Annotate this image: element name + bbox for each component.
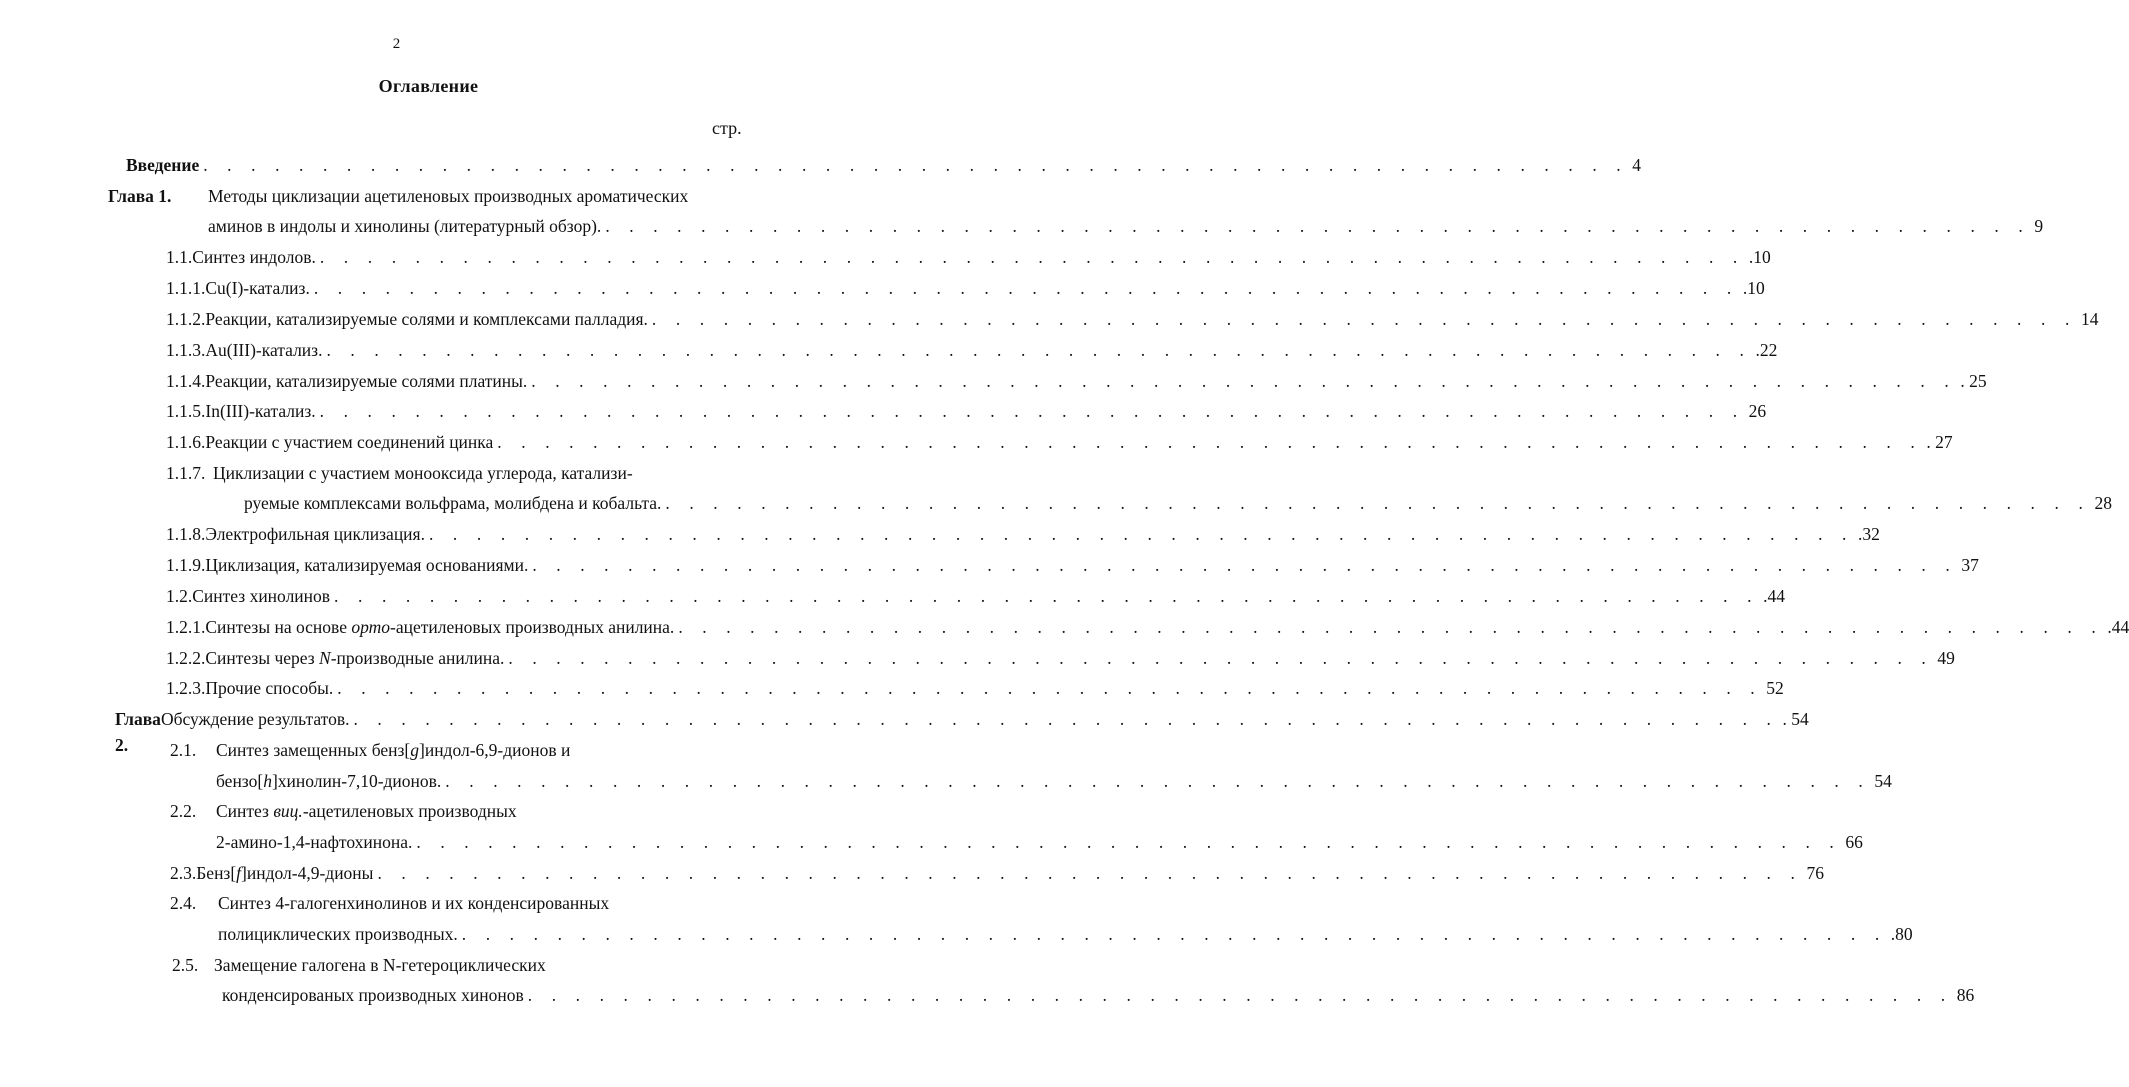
toc-entry-title: Методы циклизации ацетиленовых производных ароматических — [208, 186, 689, 206]
toc-leader-dots: . . . . . . . . . . . . . . . . . . . . . . . . . . . . . . . . . . . . . . . . . . . . . . . . . . . . . . . . . . . . — [497, 432, 1923, 452]
toc-entry-title: Синтез виц.-ацетиленовых производных — [216, 801, 517, 821]
toc-entry-page: 66 — [1845, 832, 1863, 852]
toc-entry-title: In(III)-катализ. — [205, 401, 316, 421]
toc-entry-title: Замещение галогена в N-гетероциклических — [214, 955, 546, 975]
toc-entry-2-4-cont[interactable] — [218, 921, 1913, 947]
toc-entry-page: .44 — [1763, 586, 1785, 606]
toc-entry-1-2-2[interactable] — [166, 645, 1955, 671]
toc-entry-page: 54 — [1874, 771, 1892, 791]
toc-entry-title: Реакции, катализируемые солями и комплексами палладия. — [205, 309, 648, 329]
toc-entry-title: конденсированых производных хинонов — [222, 985, 524, 1005]
toc-entry-title: Реакции с участием соединений цинка — [205, 432, 494, 452]
toc-entry-title: Обсуждение результатов. — [160, 709, 350, 729]
toc-entry-title: Синтез замещенных бенз[g]индол-6,9-дионов и — [216, 740, 571, 760]
toc-entry-2-4[interactable] — [170, 890, 751, 916]
toc-leader-dots: . . . . . . . . . . . . . . . . . . . . . . . . . . . . . . . . . . . . . . . . . . . . . . . . . . . . . . . . . . . . — [377, 863, 1803, 883]
toc-entry-1-1-5[interactable] — [166, 398, 1767, 424]
toc-leader-dots: . . . . . . . . . . . . . . . . . . . . . . . . . . . . . . . . . . . . . . . . . . . . . . . . . . . . . . . . . . . . — [678, 617, 2104, 637]
toc-entry-chapter-1[interactable] — [108, 183, 751, 209]
toc-entry-2-5-cont[interactable] — [222, 982, 1975, 1008]
toc-entry-number: 1.1.4. — [166, 371, 206, 391]
toc-entry-1-1-7[interactable] — [166, 460, 751, 486]
toc-entry-number: 1.1.8. — [166, 524, 206, 544]
toc-entry-page: 37 — [1961, 555, 1979, 575]
toc-entry-1-1-2[interactable] — [166, 306, 2099, 332]
toc-entry-number: 2.1. — [170, 740, 197, 760]
toc-entry-1-1-6[interactable] — [166, 429, 1953, 455]
toc-entry-intro[interactable] — [126, 152, 1641, 178]
toc-entry-page: . 25 — [1960, 371, 1987, 391]
toc-entry-number: Глава 2. — [115, 709, 161, 755]
toc-entry-title: Циклизации с участием монооксида углерода, катализи- — [213, 463, 633, 483]
toc-entry-title: Синтез 4-галогенхинолинов и их конденсированных — [218, 893, 610, 913]
toc-entry-page: 26 — [1748, 401, 1767, 421]
toc-entry-page: . 54 — [1782, 709, 1809, 729]
toc-entry-title: Cu(I)-катализ. — [205, 278, 310, 298]
toc-leader-dots: . . . . . . . . . . . . . . . . . . . . . . . . . . . . . . . . . . . . . . . . . . . . . . . . . . . . . . . . . . . . — [605, 216, 2031, 236]
toc-entry-title: бензо[h]хинолин-7,10-дионов. — [216, 771, 442, 791]
toc-entry-number: 1.2.2. — [166, 648, 206, 668]
toc-entry-1-2[interactable] — [166, 583, 1785, 609]
toc-leader-dots: . . . . . . . . . . . . . . . . . . . . . . . . . . . . . . . . . . . . . . . . . . . . . . . . . . . . . . . . . . . . — [428, 524, 1855, 544]
toc-leader-dots: . . . . . . . . . . . . . . . . . . . . . . . . . . . . . . . . . . . . . . . . . . . . . . . . . . . . . . . . . . . . — [319, 401, 1745, 421]
toc-entry-page: 14 — [2080, 309, 2099, 329]
toc-leader-dots: . . . . . . . . . . . . . . . . . . . . . . . . . . . . . . . . . . . . . . . . . . . . . . . . . . . . . . . . . . . . — [651, 309, 2077, 329]
toc-leader-dots: . . . . . . . . . . . . . . . . . . . . . . . . . . . . . . . . . . . . . . . . . . . . . . . . . . . . . . . . . . . . — [337, 678, 1763, 698]
toc-entry-number: 1.1.7. — [166, 463, 206, 483]
toc-entry-title: аминов в индолы и хинолины (литературный обзор). — [208, 216, 602, 236]
toc-entry-number: 1.2.1. — [166, 617, 206, 637]
toc-entry-1-1-9[interactable] — [166, 552, 1979, 578]
toc-entry-page: .80 — [1890, 924, 1913, 944]
toc-entry-number: 1.1. — [166, 247, 193, 267]
toc-entry-number: Глава 1. — [108, 186, 172, 206]
toc-entry-page: 52 — [1766, 678, 1784, 698]
toc-entry-number: 2.5. — [172, 955, 199, 975]
toc-entry-number: 1.2. — [166, 586, 193, 606]
toc-leader-dots: . . . . . . . . . . . . . . . . . . . . . . . . . . . . . . . . . . . . . . . . . . . . . . . . . . . . . . . . . . . . — [445, 771, 1871, 791]
toc-entry-page: 49 — [1937, 648, 1955, 668]
toc-entry-page: . 27 — [1926, 432, 1953, 452]
toc-leader-dots: . . . . . . . . . . . . . . . . . . . . . . . . . . . . . . . . . . . . . . . . . . . . . . . . . . . . . . . . . . . . — [416, 832, 1842, 852]
toc-leader-dots: . . . . . . . . . . . . . . . . . . . . . . . . . . . . . . . . . . . . . . . . . . . . . . . . . . . . . . . . . . . . — [461, 924, 1887, 944]
toc-entry-1-1-3[interactable] — [166, 337, 1778, 363]
toc-entry-2-2[interactable] — [170, 798, 751, 824]
toc-entry-title: Синтезы на основе орто-ацетиленовых производных анилина. — [205, 617, 675, 637]
toc-entry-number: 2.4. — [170, 893, 197, 913]
toc-entry-page: .32 — [1858, 524, 1880, 544]
toc-leader-dots: . . . . . . . . . . . . . . . . . . . . . . . . . . . . . . . . . . . . . . . . . . . . . . . . . . . . . . . . . . . . — [313, 278, 1739, 298]
page-number: 2 — [392, 36, 401, 52]
toc-entry-chapter-1-cont[interactable] — [208, 213, 2044, 239]
toc-entry-number: 1.1.2. — [166, 309, 206, 329]
toc-entry-title: Синтез индолов. — [192, 247, 316, 267]
toc-entry-page: 86 — [1956, 985, 1975, 1005]
toc-entry-page: 4 — [1632, 155, 1641, 175]
toc-entry-number: 1.1.5. — [166, 401, 206, 421]
toc-entry-title: Бенз[f]индол-4,9-дионы — [196, 863, 374, 883]
page-title: Оглавление — [378, 76, 479, 96]
toc-leader-dots: . . . . . . . . . . . . . . . . . . . . . . . . . . . . . . . . . . . . . . . . . . . . . . . . . . . . . . . . . . . . — [508, 648, 1934, 668]
toc-entry-title: Циклизация, катализируемая основаниями. — [205, 555, 529, 575]
toc-entry-2-3[interactable] — [170, 860, 1824, 886]
toc-entry-page: 76 — [1806, 863, 1824, 883]
toc-entry-2-5[interactable] — [172, 952, 751, 978]
toc-leader-dots: . . . . . . . . . . . . . . . . . . . . . . . . . . . . . . . . . . . . . . . . . . . . . . . . . . . . . . . . . . . . — [203, 155, 1629, 175]
toc-entry-page: .22 — [1755, 340, 1778, 360]
toc-entry-1-1-8[interactable] — [166, 521, 1880, 547]
toc-entry-title: Электрофильная циклизация. — [205, 524, 425, 544]
toc-entry-number: 2.2. — [170, 801, 197, 821]
toc-entry-number: 1.1.3. — [166, 340, 206, 360]
toc-entry-page: 9 — [2034, 216, 2044, 236]
toc-entry-1-1[interactable] — [166, 244, 1771, 270]
toc-entry-2-2-cont[interactable] — [216, 829, 1863, 855]
toc-entry-title: Au(III)-катализ. — [205, 340, 323, 360]
toc-entry-2-1-cont[interactable] — [216, 768, 1892, 794]
page-column-label: стр. — [712, 118, 742, 138]
toc-entry-number: 1.1.9. — [166, 555, 206, 575]
toc-entry-page: .10 — [1748, 247, 1771, 267]
toc-leader-dots: . . . . . . . . . . . . . . . . . . . . . . . . . . . . . . . . . . . . . . . . . . . . . . . . . . . . . . . . . . . . — [665, 493, 2091, 513]
toc-entry-number: 1.1.6. — [166, 432, 206, 452]
toc-entry-title: полициклических производных. — [218, 924, 458, 944]
toc-entry-title: 2-амино-1,4-нафтохинона. — [216, 832, 413, 852]
toc-entry-number: 1.1.1. — [166, 278, 206, 298]
toc-entry-title: Реакции, катализируемые солями платины. — [205, 371, 528, 391]
toc-entry-page: .44 — [2107, 617, 2129, 637]
toc-leader-dots: . . . . . . . . . . . . . . . . . . . . . . . . . . . . . . . . . . . . . . . . . . . . . . . . . . . . . . . . . . . . — [326, 340, 1752, 360]
toc-leader-dots: . . . . . . . . . . . . . . . . . . . . . . . . . . . . . . . . . . . . . . . . . . . . . . . . . . . . . . . . . . . . — [527, 985, 1953, 1005]
toc-leader-dots: . . . . . . . . . . . . . . . . . . . . . . . . . . . . . . . . . . . . . . . . . . . . . . . . . . . . . . . . . . . . — [334, 586, 1760, 606]
toc-entry-2-1[interactable] — [170, 737, 751, 763]
toc-entry-title: Синтез хинолинов — [192, 586, 331, 606]
toc-leader-dots: . . . . . . . . . . . . . . . . . . . . . . . . . . . . . . . . . . . . . . . . . . . . . . . . . . . . . . . . . . . . — [532, 555, 1958, 575]
toc-entry-1-1-7-cont[interactable] — [244, 490, 2112, 516]
toc-leader-dots: . . . . . . . . . . . . . . . . . . . . . . . . . . . . . . . . . . . . . . . . . . . . . . . . . . . . . . . . . . . . — [531, 371, 1957, 391]
toc-entry-1-1-4[interactable] — [166, 368, 1987, 394]
toc-entry-title: Введение — [126, 155, 200, 175]
toc-entry-title: Синтезы через N-производные анилина. — [205, 648, 505, 668]
toc-entry-number: 1.2.3. — [166, 678, 206, 698]
toc-entry-title: Прочие способы. — [205, 678, 334, 698]
toc-leader-dots: . . . . . . . . . . . . . . . . . . . . . . . . . . . . . . . . . . . . . . . . . . . . . . . . . . . . . . . . . . . . — [353, 709, 1779, 729]
toc-entry-1-2-1[interactable] — [166, 614, 2129, 640]
toc-entry-page: 28 — [2094, 493, 2112, 513]
toc-leader-dots: . . . . . . . . . . . . . . . . . . . . . . . . . . . . . . . . . . . . . . . . . . . . . . . . . . . . . . . . . . . . — [319, 247, 1745, 267]
toc-entry-number: 2.3. — [170, 863, 197, 883]
toc-entry-1-1-1[interactable] — [166, 275, 1765, 301]
toc-entry-1-2-3[interactable] — [166, 675, 1784, 701]
toc-entry-title: руемые комплексами вольфрама, молибдена и кобальта. — [244, 493, 662, 513]
toc-entry-page: .10 — [1742, 278, 1765, 298]
